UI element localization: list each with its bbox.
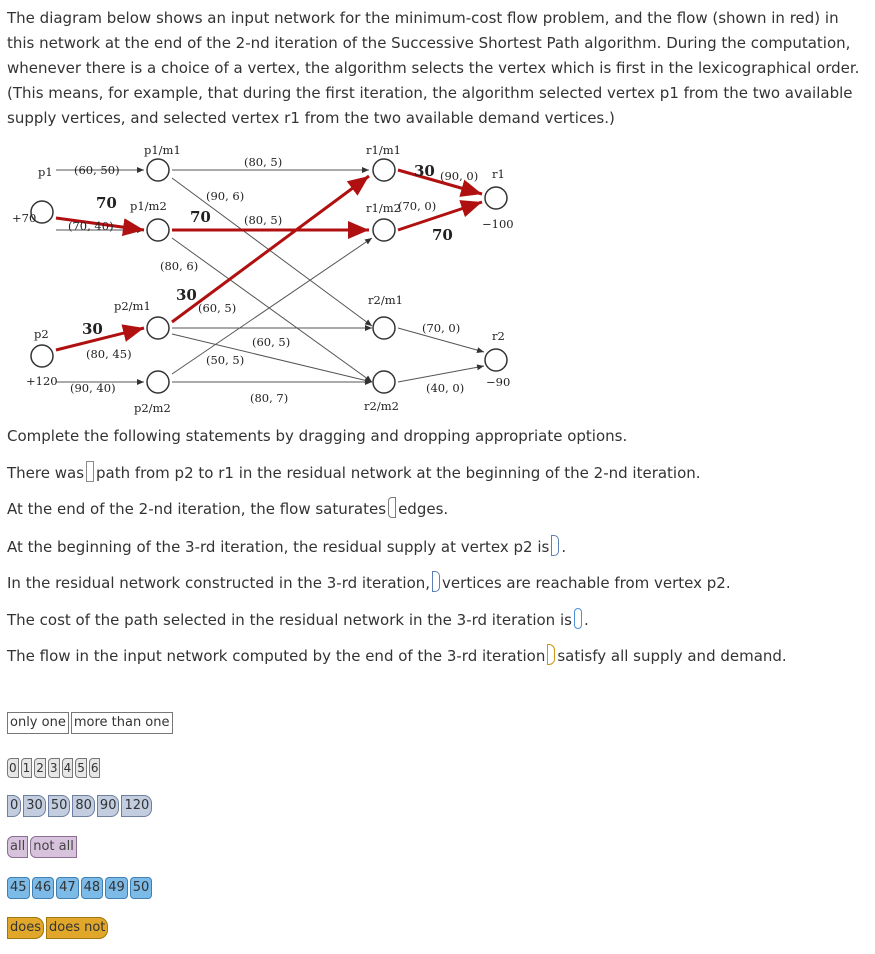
label-r2m2: r2/m2 [364,399,399,413]
label-r1m1: r1/m1 [366,143,401,157]
option-cost[interactable]: 49 [105,877,128,899]
node-p2m1 [147,317,169,339]
option-group-5 [7,877,152,899]
demand-r2: −90 [486,375,511,389]
drop-slot-5[interactable] [574,608,582,629]
option-cost[interactable]: 45 [7,877,30,899]
node-p2m2 [147,371,169,393]
label-p1: p1 [38,165,53,179]
edge-label: (80, 6) [160,259,199,273]
edge-label: (70, 40) [68,219,114,233]
edge-label: (40, 0) [426,381,465,395]
instruction: Complete the following statements by dragging and dropping appropriate options. [7,427,628,445]
option-more-than-one[interactable]: more than one [71,712,173,734]
statement-text: satisfy all supply and demand. [557,647,787,665]
node-r1m1 [373,159,395,181]
statement-text: vertices are reachable from vertex p2. [442,574,731,592]
option-supply[interactable]: 50 [48,795,71,817]
option-cost[interactable]: 47 [56,877,79,899]
statement-text: The flow in the input network computed by the end of the 3-rd iteration [7,647,546,665]
edge-label: (50, 5) [206,353,245,367]
statement-text: . [561,538,567,556]
node-r2m2 [373,371,395,393]
label-r1: r1 [492,167,505,181]
statement-1 [7,461,701,482]
statement-text: . [583,611,589,629]
statement-text: The cost of the path selected in the residual network in the 3-rd iteration is [7,611,572,629]
option-not-all[interactable]: not all [30,836,77,858]
option-count[interactable]: 1 [21,758,33,778]
option-supply[interactable]: 0 [7,795,21,817]
statement-3 [7,535,566,556]
edge-label: (70, 0) [398,199,437,213]
option-cost[interactable]: 50 [130,877,153,899]
option-cost[interactable]: 46 [32,877,55,899]
label-p1m2: p1/m2 [130,199,167,213]
option-count[interactable]: 0 [7,758,19,778]
option-only-one[interactable]: only one [7,712,69,734]
flow-value: 30 [82,320,103,338]
option-supply[interactable]: 30 [23,795,46,817]
edge-label: (60, 5) [198,301,237,315]
drop-slot-2[interactable] [388,497,396,518]
option-does[interactable]: does [7,917,44,939]
option-supply[interactable]: 90 [97,795,120,817]
node-p1m2 [147,219,169,241]
statement-text: At the end of the 2-nd iteration, the flow saturates [7,500,387,518]
statement-text: At the beginning of the 3-rd iteration, the residual supply at vertex p2 is [7,538,550,556]
option-does-not[interactable]: does not [46,917,108,939]
option-count[interactable]: 2 [34,758,46,778]
label-p2: p2 [34,327,49,341]
node-r2 [485,349,507,371]
label-p2m1: p2/m1 [114,299,151,313]
statement-2 [7,497,448,518]
node-r1 [485,187,507,209]
node-p1m1 [147,159,169,181]
drop-slot-4[interactable] [432,571,440,592]
edge-label: (90, 40) [70,381,116,395]
flow-value: 30 [176,286,197,304]
statement-6 [7,644,787,665]
statement-5 [7,608,589,629]
option-group-3 [7,795,152,817]
label-p2m2: p2/m2 [134,401,171,415]
statement-4 [7,571,731,592]
edge-label: (60, 50) [74,163,120,177]
edge-label: (70, 0) [422,321,461,335]
label-r2m1: r2/m1 [368,293,403,307]
option-count[interactable]: 5 [75,758,87,778]
node-r1m2 [373,219,395,241]
option-count[interactable]: 3 [48,758,60,778]
edge-label: (90, 0) [440,169,479,183]
label-r1m2: r1/m2 [366,201,401,215]
label-r2: r2 [492,329,505,343]
statement-text: In the residual network constructed in the 3-rd iteration, [7,574,431,592]
flow-value: 70 [432,226,453,244]
problem-intro: The diagram below shows an input network for the minimum-cost flow problem, and the flow (shown in red) in this network at the end of the 2-nd iteration of the Successive Shortest Path algorithm. During the computation, whenever there is a choice of a vertex, the algorithm selects the vertex which is first in the lexicographical order. (This means, for example, that during the first iteration, the algorithm selected vertex p1 from the two available supply vertices, and selected vertex r1 from the two available demand vertices.) [7,9,860,127]
node-p2 [31,345,53,367]
option-group-6 [7,917,108,939]
option-all[interactable]: all [7,836,28,858]
edge-label: (80, 5) [244,155,283,169]
option-group-1 [7,712,173,734]
demand-r1: −100 [482,217,514,231]
network-diagram [12,142,514,416]
option-count[interactable]: 6 [89,758,101,778]
option-group-2 [7,758,100,778]
node-r2m1 [373,317,395,339]
statement-text: path from p2 to r1 in the residual network at the beginning of the 2-nd iteration. [96,464,701,482]
edge-label: (60, 5) [252,335,291,349]
drop-slot-3[interactable] [551,535,559,556]
flow-value: 30 [414,162,435,180]
option-count[interactable]: 4 [62,758,74,778]
drop-slot-1[interactable] [86,461,94,482]
edge-label: (80, 5) [244,213,283,227]
supply-p2: +120 [26,374,58,388]
statement-text: edges. [398,500,449,518]
edge-label: (80, 45) [86,347,132,361]
statement-text: There was [7,464,85,482]
drop-slot-6[interactable] [547,644,555,665]
edge-label: (90, 6) [206,189,245,203]
option-supply[interactable]: 80 [72,795,95,817]
option-supply[interactable]: 120 [121,795,152,817]
option-cost[interactable]: 48 [81,877,104,899]
edge-label: (80, 7) [250,391,289,405]
option-group-4 [7,836,77,858]
supply-p1: +70 [12,211,37,225]
flow-value: 70 [96,194,117,212]
label-p1m1: p1/m1 [144,143,181,157]
flow-value: 70 [190,208,211,226]
